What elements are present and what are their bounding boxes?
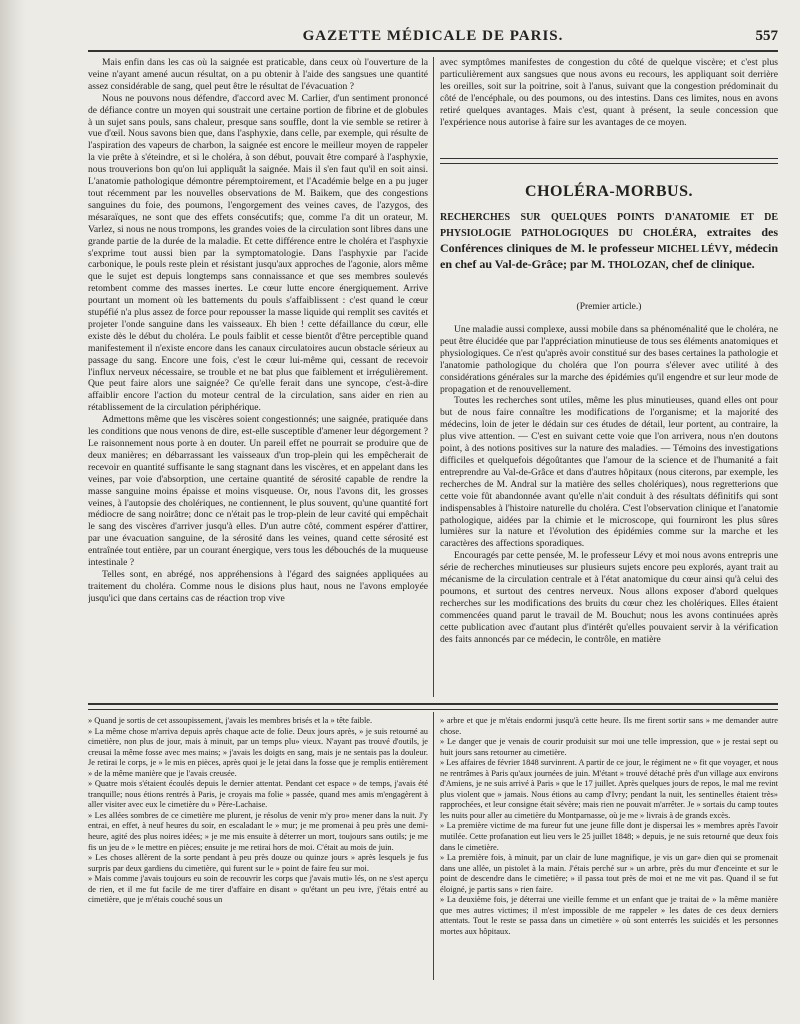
page-header bbox=[88, 28, 778, 50]
footnote-paragraph: » arbre et que je m'étais endormi jusqu'à cette heure. Ils me firent sortir sans » me demander autre chose. bbox=[440, 716, 778, 736]
article-subtitle bbox=[440, 210, 778, 273]
section-rule bbox=[440, 158, 778, 164]
binding-edge bbox=[0, 0, 26, 1024]
footnote-rule bbox=[88, 703, 778, 710]
left-column bbox=[88, 57, 428, 697]
right-column-main bbox=[440, 324, 778, 697]
subtitle-heading: RECHERCHES SUR QUELQUES POINTS D'ANATOMIE ET DE PHYSIOLOGIE PATHOLOGIQUES DU CHOLÉRA bbox=[440, 212, 778, 239]
footnote-paragraph: » Les choses allèrent de la sorte pendant à peu près douze ou quinze jours » après lesquels je fus surpris par deux gardiens du cimetière, qui furent sur le » point de faire feu sur moi. bbox=[88, 853, 428, 873]
header-rule bbox=[88, 50, 778, 54]
footnote-right-column bbox=[440, 716, 778, 986]
paragraph: Nous ne pouvons nous défendre, d'accord avec M. Carlier, d'un sentiment prononcé de défiance contre un moyen qui soustrait une certaine portion de fibrine et de globules à un sujet sans pouls, sans chaleur, presque sans souffle, dont la vie semble se retirer à vue d'œil. Nous savons bien que, dans l'asphyxie, dans celle, par exemple, qui résulte de l'aspiration des vapeurs de charbon, la saignée est encore le meilleur moyen de rappeler la vie prête à s'éteindre, et si le choléra, à son début, pouvait être comparé à l'asphyxie, nous trouverions bon qu'on lui appliquât la saignée. Mais il s'en faut qu'il en soit ainsi. L'anatomie pathologique démontre péremptoirement, et l'Académie belge en a pu juger tout récemment par les nouvelles observations de M. Baikem, que des congestions sanguines du foie, des poumons, l'engorgement des veines caves, de l'azygos, des mésaraïques, ne sont que des effets consécutifs; que, comme l'a dit un orateur, M. Varlez, si nous ne nous trompons, les grandes voies de la circulation sont libres dans une grande partie de la durée de la maladie. Et cette différence entre le choléra et l'asphyxie s'exprime tout aussi bien par la symptomatologie. Dans l'asphyxie par l'acide carbonique, le pouls reste plein et résistant jusqu'aux approches de l'agonie, alors même que le sujet est depuis longtemps sans connaissance et que ses membres soulevés retombent comme des masses inertes. Le cœur lutte encore énergiquement. Arrive pourtant un moment où les battements du pouls s'affaiblissent : c'est quand le cœur stupéfié n'a plus assez de force pour repousser la masse liquide qui remplit ses cavités et projeter l'onde sanguine dans les vaisseaux. Eh bien ! cette défaillance du cœur, elle existe dès le début du choléra. Le pouls faiblit et cesse bientôt d'être perceptible quand manifestement il n'existe encore dans les canaux circulatoires aucun obstacle sérieux au passage du sang. Encore une fois, c'est le cœur lui-même qui, cessant de recevoir l'influx nerveux nécessaire, se trouble et ne bat plus que faiblement et irrégulièrement. Que peut faire alors une saignée? Ce qu'elle ferait dans une syncope, c'est-à-dire affaiblir encore l'action du moteur central de la circulation, sans aider en rien au rétablissement de la circulation périphérique. bbox=[88, 92, 428, 414]
author-name: THOLOZAN bbox=[607, 260, 666, 271]
footnote-paragraph: » La première victime de ma fureur fut une jeune fille dont je dispersai les » membres après l'avoir mutilée. Cette profanation eut lieu vers le 25 juillet 1848; » depuis, je ne suis retourné que deux fois dans le cimetière. bbox=[440, 821, 778, 852]
footnote-column-divider bbox=[433, 712, 434, 980]
footnote-left-column bbox=[88, 716, 428, 986]
footnote-paragraph: » Les allées sombres de ce cimetière me plurent, je résolus de venir m'y pro» mener dans la nuit. J'y entrai, en effet, à neuf heures du soir, en escaladant le » mur; je me promenai à peu près une demi-heure, agité des plus noires idées; » je me mis ensuite à déterrer un mort, toujours sans outils; je me fis un jeu de » le mettre en pièces; ensuite je me retirai hors de moi. C'était au mois de juin. bbox=[88, 810, 428, 852]
page-number: 557 bbox=[755, 28, 778, 44]
section-title: CHOLÉRA-MORBUS. bbox=[525, 183, 693, 200]
paragraph: avec symptômes manifestes de congestion du côté de quelque viscère; et c'est plus particulièrement aux sangsues que nous avons eu recours, les appliquant soit derrière les oreilles, soit sur la poitrine, soit à l'anus, suivant que la congestion prédominait du côté de l'encéphale, ou des poumons, ou des intestins. Dans ces limites, nous en avons retiré quelques avantages. Mais c'est, quant à présent, la seule concession que l'expérience nous autorise à faire sur les avantages de ce moyen. bbox=[440, 57, 778, 128]
paragraph: Admettons même que les viscères soient congestionnés; une saignée, pratiquée dans les conditions que nous venons de dire, est-elle susceptible d'amener leur dégorgement ? Le raisonnement nous porte à en douter. Un pareil effet ne pourrait se produire que de deux manières; en débarrassant les vaisseaux d'un trop-plein qui les empêcherait de recevoir en quantité suffisante le sang stagnant dans les viscères, et en appelant dans les veines, par voie d'absorption, une certaine quantité de sérosité capable de rendre la masse sanguine moins épaisse et moins visqueuse. Or, nous l'avons dit, les grosses veines, à l'autopsie des cholériques, ne contiennent, le plus souvent, qu'une quantité fort médiocre de sang noirâtre; donc ce n'était pas le trop-plein de leur cavité qui empêchait le sang des viscères d'arriver jusqu'à elles. D'un autre côté, comment espérer d'attirer, par une évacuation sanguine, de la sérosité dans les veines, quand cette sérosité est entraînée tout entière, par un courant énergique, vers tous les débouchés de la muqueuse intestinale ? bbox=[88, 414, 428, 569]
right-column-top bbox=[440, 57, 778, 153]
subtitle-text: , chef de clinique. bbox=[665, 257, 755, 271]
footnote-paragraph: » La deuxième fois, je déterrai une vieille femme et un enfant que je traitai de » la même manière que mes autres victimes; il m'est impossible de me rappeler » les dates de ces deux derniers attentats. Tout le reste se passa dans un cimetière » où sont enterrés les suicidés et les personnes mortes aux hôpitaux. bbox=[440, 895, 778, 936]
paragraph: Encouragés par cette pensée, M. le professeur Lévy et moi nous avons entrepris une série de recherches minutieuses sur plusieurs sujets encore peu explorés, ayant trait au mécanisme de la circulation centrale et à l'état anatomique du cœur ainsi qu'à celui des poumons, et surtout des centres nerveux. Nous allons exposer d'abord quelques recherches sur les modifications des bruits du cœur chez les cholériques. Elles étaient commencées quand parut le travail de M. Bouchut; nous les avons continuées après cette publication avec d'autant plus d'intérêt qu'elles pouvaient servir à la vérification des faits annoncés par ce médecin, le contrôle, en matière bbox=[440, 550, 778, 645]
footnote-paragraph: » Quand je sortis de cet assoupissement, j'avais les membres brisés et la » tête faible. bbox=[88, 716, 373, 725]
paragraph: Mais enfin dans les cas où la saignée est praticable, dans ceux où l'ouverture de la veine n'ayant amené aucun résultat, on a pu obtenir à l'aide des sangsues une quantité assez considérable de sang, quel peut être le résultat de l'évacuation ? bbox=[88, 57, 428, 92]
footnote-paragraph: » Mais comme j'avais toujours eu soin de recouvrir les corps que j'avais muti» lés, on ne s'est aperçu de rien, et il me fut facile de me tirer d'affaire en disant » qu'étant un peu ivre, j'étais entré au cimetière, que je m'étais couché sous un bbox=[88, 874, 428, 905]
footnote-paragraph: » Quatre mois s'étaient écoulés depuis le dernier attentat. Pendant cet espace » de temps, j'avais été tranquille; nous étions rentrés à Paris, je croyais ma folie » passée, quand mes amis m'engagèrent à aller visiter avec eux le cimetière du » Père-Lachaise. bbox=[88, 779, 428, 810]
footnote-paragraph: » La même chose m'arriva depuis après chaque acte de folie. Deux jours après, » je suis retourné au cimetière, non plus de jour, mais à minuit, par un temps plu» vieux. N'ayant pas trouvé d'outils, je creusai la même fosse avec mes mains; » j'avais les doigts en sang, mais je ne sentais pas la douleur. Je retirai le corps, je » le mis en pièces, après quoi je le jetai dans la fosse que je remplis entièrement » de la même manière que je l'avais creusée. bbox=[88, 726, 428, 778]
article-note: (Premier article.) bbox=[576, 302, 642, 312]
paragraph: Toutes les recherches sont utiles, même les plus minutieuses, quand elles ont pour but de nous faire connaître les modifications de l'organisme; et la majorité des médecins, loin de jeter le dédain sur ces études de détail, leur portent, au contraire, la plus vive attention. — C'est en suivant cette voie que l'on arrivera, nous n'en doutons point, à des notions positives sur la nature des maladies. — Témoins des investigations difficiles et quelquefois dégoûtantes que l'amour de la science et de l'humanité a fait entreprendre au Val-de-Grâce et dans d'autres hôpitaux (nous citerons, par exemple, les recherches de M. Andral sur la matière des selles cholériques), nous regretterions que cette voie fût abandonnée avant qu'elle n'ait conduit à des résultats définitifs qui sont indispensables à l'histoire naturelle du choléra. C'est l'observation clinique et l'anatomie pathologique, aidées par la chimie et le microscope, qui fourniront les plus sûres lumières sur la nature et l'évolution des épidémies comme sur la marche et les caractères des affections sporadiques. bbox=[440, 395, 778, 550]
paragraph: Une maladie aussi complexe, aussi mobile dans sa phénoménalité que le choléra, ne peut être élucidée que par l'appréciation minutieuse de tous ses éléments anatomiques et physiologiques. Ce n'est qu'après avoir constitué sur des bases certaines la pathologie et l'anatomie pathologique du choléra que l'on pourra s'élever avec utilité à des considérations générales sur la marche des épidémies qu'il engendre et sur leur mode de propagation et de renouvellement. bbox=[440, 324, 778, 395]
footnote-paragraph: » La première fois, à minuit, par un clair de lune magnifique, je vis un gar» dien qui se promenait dans une allée, un pistolet à la main. J'étais perché sur » un arbre, près du mur d'enceinte et sur le point de descendre dans le cimetière; » il passa tout près de moi et ne me vit pas. Quand il se fut éloigné, je partis sans » rien faire. bbox=[440, 853, 778, 894]
column-divider bbox=[433, 57, 434, 697]
footnote-paragraph: » Le danger que je venais de courir produisit sur moi une telle impression, que » je restai sept ou huit jours sans retourner au cimetière. bbox=[440, 737, 778, 757]
newspaper-title: GAZETTE MÉDICALE DE PARIS. bbox=[302, 28, 564, 44]
paragraph: Telles sont, en abrégé, nos appréhensions à l'égard des saignées appliquées au traitement du choléra. Comme nous le disions plus haut, nous ne l'avons employée jusqu'ici que dans certains cas de réaction trop vive bbox=[88, 568, 428, 604]
subtitle-text: , médecin en chef au Val-de-Grâce; par M. bbox=[440, 241, 778, 271]
author-name: MICHEL LÉVY bbox=[657, 244, 729, 255]
subtitle-text: , extraites des Conférences cliniques de M. le professeur bbox=[440, 225, 778, 255]
footnote-paragraph: » Les affaires de février 1848 survinrent. A partir de ce jour, le régiment ne » fit que voyager, et nous ne rentrâmes à Paris qu'aux journées de juin. M'étant » trouvé détaché près d'un village aux environs d'Amiens, je ne suis arrivé à Paris » que le 17 juillet. Après quelques jours de repos, le mal me revint plus violent que » jamais. Nous étions au camp d'Ivry; pendant la nuit, les sentinelles étaient très» rapprochées, et leur consigne était sévère; mais rien ne pouvait m'arrêter. Je » sortais du camp toutes les nuits pour aller au cimetière du Montparnasse, où je me » livrais à de grands excès. bbox=[440, 758, 778, 820]
